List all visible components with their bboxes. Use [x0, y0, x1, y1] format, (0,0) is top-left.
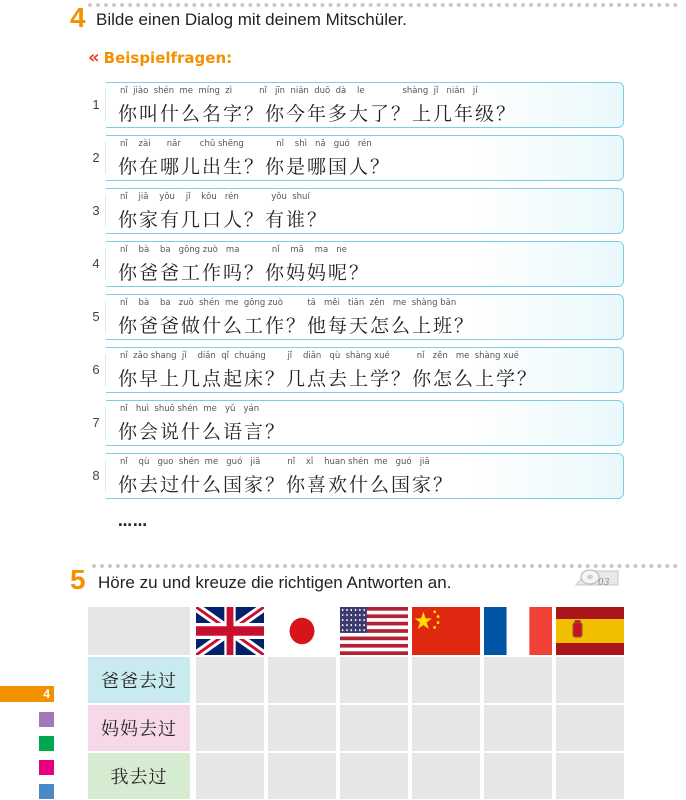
exercise-5-title: Höre zu und kreuze die richtigen Antworten an. — [98, 573, 452, 592]
question-pinyin: nǐ jiào shén me míng zì nǐ jīn nián duō dà le shàng jǐ nián jí — [120, 86, 478, 96]
question-hanzi: 你爸爸工作吗？你妈妈呢？ — [118, 262, 371, 284]
side-tab-pink — [39, 760, 54, 775]
answer-checkbox-cell[interactable] — [556, 753, 624, 799]
answer-checkbox-cell[interactable] — [268, 753, 336, 799]
answer-checkbox-cell[interactable] — [412, 657, 480, 703]
question-box — [106, 241, 624, 287]
side-tab-purple — [39, 712, 54, 727]
question-row — [88, 188, 624, 234]
question-number: 7 — [92, 415, 100, 430]
question-row — [88, 241, 624, 287]
question-pinyin: nǐ zǎo shang jǐ diǎn qǐ chuáng jǐ diǎn qù shàng xué nǐ zěn me shàng xué — [120, 351, 519, 361]
top-dotted-line — [88, 3, 678, 7]
answer-checkbox-cell[interactable] — [196, 657, 264, 703]
grid-corner-cell — [88, 607, 190, 655]
question-hanzi: 你在哪儿出生？你是哪国人？ — [118, 156, 392, 178]
question-pinyin: nǐ zài nǎr chū shēng nǐ shì nǎ guó rén — [120, 139, 372, 149]
question-box — [106, 400, 624, 446]
audio-cd-icon[interactable] — [572, 565, 622, 591]
question-row — [88, 400, 624, 446]
answer-row-label: 爸爸去过 — [88, 657, 190, 703]
exercise-4-title: Bilde einen Dialog mit deinem Mitschüler. — [96, 10, 407, 29]
question-pinyin: nǐ huì shuō shén me yǔ yán — [120, 404, 260, 414]
answer-checkbox-cell[interactable] — [412, 753, 480, 799]
france-flag — [484, 607, 552, 655]
answer-checkbox-cell[interactable] — [340, 753, 408, 799]
audio-track-number: 03 — [598, 578, 610, 588]
question-hanzi: 你叫什么名字？你今年多大了？上几年级？ — [118, 103, 518, 125]
answer-checkbox-cell[interactable] — [268, 657, 336, 703]
question-pinyin: nǐ bà ba zuò shén me gōng zuò tā měi tiān zěn me shàng bān — [120, 298, 457, 308]
answer-checkbox-cell[interactable] — [268, 705, 336, 751]
uk-flag — [196, 607, 264, 655]
spain-flag — [556, 607, 624, 655]
ellipsis: …… — [118, 514, 148, 530]
question-hanzi: 你会说什么语言？ — [118, 421, 287, 443]
answer-row-label: 妈妈去过 — [88, 705, 190, 751]
side-tab-blue — [39, 784, 54, 799]
answer-checkbox-cell[interactable] — [556, 657, 624, 703]
question-number: 1 — [92, 97, 100, 112]
side-tab-green — [39, 736, 54, 751]
exercise-4-number: 4 — [70, 2, 86, 33]
answer-checkbox-cell[interactable] — [412, 705, 480, 751]
double-chevron-left-icon: « — [88, 47, 100, 68]
question-box — [106, 453, 624, 499]
question-hanzi: 你早上几点起床？几点去上学？你怎么上学？ — [118, 368, 539, 390]
question-hanzi: 你家有几口人？有谁？ — [118, 209, 329, 231]
example-questions-label: Beispielfragen: — [103, 49, 233, 67]
question-number: 8 — [92, 468, 100, 483]
question-box — [106, 135, 624, 181]
answer-checkbox-cell[interactable] — [196, 753, 264, 799]
answer-row-label: 我去过 — [88, 753, 190, 799]
question-number: 6 — [92, 362, 100, 377]
exercise-5-number: 5 — [70, 564, 86, 595]
question-box — [106, 82, 624, 128]
answer-checkbox-cell[interactable] — [484, 753, 552, 799]
question-box — [106, 347, 624, 393]
question-number: 2 — [92, 150, 100, 165]
question-row — [88, 347, 624, 393]
question-row — [88, 294, 624, 340]
answer-checkbox-cell[interactable] — [196, 705, 264, 751]
question-number: 3 — [92, 203, 100, 218]
japan-flag — [268, 607, 336, 655]
question-box — [106, 294, 624, 340]
question-hanzi: 你爸爸做什么工作？他每天怎么上班？ — [118, 315, 476, 337]
question-number: 4 — [92, 256, 100, 271]
question-number: 5 — [92, 309, 100, 324]
page-number: 4 — [0, 686, 54, 702]
answer-checkbox-cell[interactable] — [556, 705, 624, 751]
answer-checkbox-cell[interactable] — [340, 657, 408, 703]
example-questions-heading — [88, 47, 232, 69]
question-row — [88, 82, 624, 128]
answer-checkbox-cell[interactable] — [340, 705, 408, 751]
question-row — [88, 135, 624, 181]
usa-flag — [340, 607, 408, 655]
question-box — [106, 188, 624, 234]
question-pinyin: nǐ bà ba gōng zuò ma nǐ mā ma ne — [120, 245, 347, 255]
question-hanzi: 你去过什么国家？你喜欢什么国家？ — [118, 474, 455, 496]
question-pinyin: nǐ qù guo shén me guó jiā nǐ xǐ huan shén me guó jiā — [120, 457, 430, 467]
answer-checkbox-cell[interactable] — [484, 705, 552, 751]
question-pinyin: nǐ jiā yǒu jǐ kǒu rén yǒu shuí — [120, 192, 310, 202]
question-row — [88, 453, 624, 499]
answer-checkbox-cell[interactable] — [484, 657, 552, 703]
china-flag — [412, 607, 480, 655]
